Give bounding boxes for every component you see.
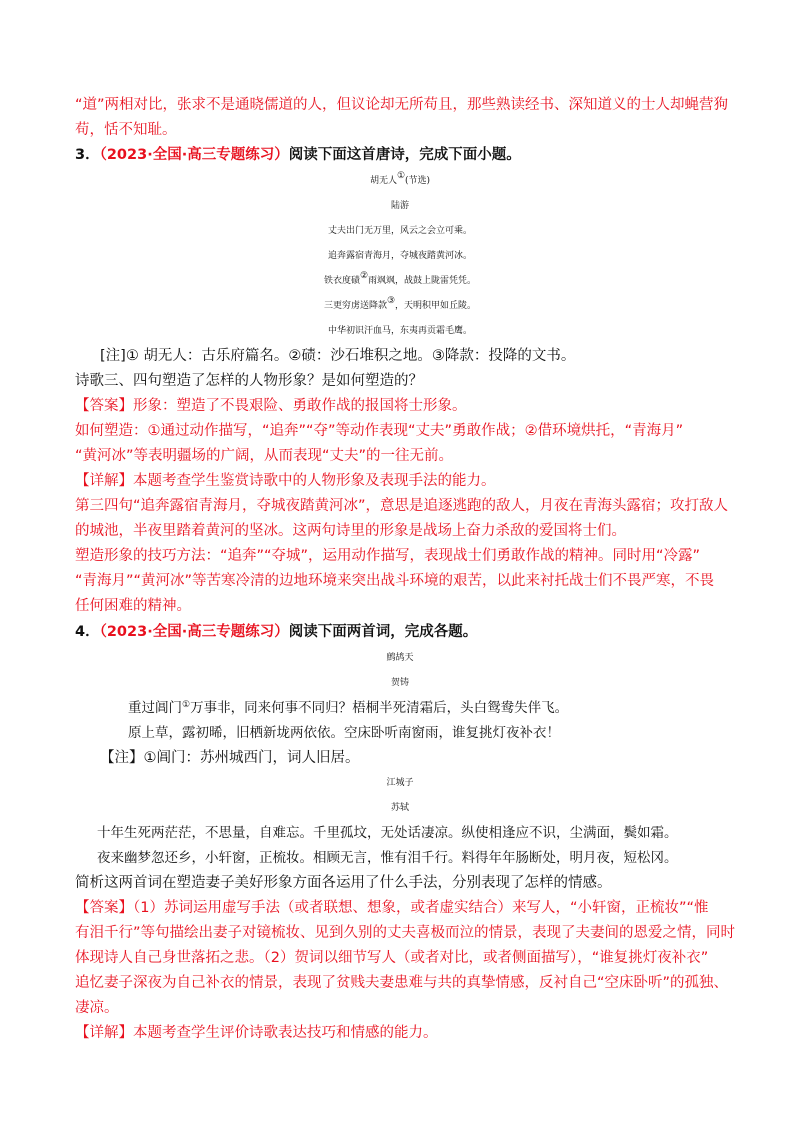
poem-notes: [注]① 胡无人：古乐府篇名。②碛：沙石堆积之地。③降款：投降的文书。: [100, 348, 576, 364]
ci-1-line-1: 重过阊门①万事非，同来何事不同归？梧桐半死清霜后，头白鸳鸯失伴飞。: [128, 700, 569, 716]
detail-line-5: “青海月”“黄河冰”等苦寒冷清的边地环境来突出战斗环境的艰苦，以此来衬托战士们不畏严寒，不畏: [75, 573, 715, 589]
answer-line-2: 有泪千行”等句描绘出妻子对镜梳妆、见到久别的丈夫喜极而泣的情景，表现了夫妻间的恩爱之情，同时: [75, 925, 736, 941]
ci-2-line-2: 夜来幽梦忽还乡，小轩窗，正梳妆。相顾无言，惟有泪千行。料得年年肠断处，明月夜，短松冈。: [97, 850, 678, 866]
carryover-answer-line-2: 苟，恬不知耻。: [75, 122, 177, 138]
detail-line-2: 第三四句“追奔露宿青海月，夺城夜踏黄河冰”，意思是追逐逃跑的敌人，月夜在青海头露宿；攻打敌人: [75, 498, 729, 514]
detail-line-6: 任何困难的精神。: [75, 598, 191, 614]
answer-line-1: 【答案】形象：塑造了不畏艰险、勇敢作战的报国将士形象。: [75, 398, 467, 414]
ci-1-note: 【注】①阊门：苏州城西门，词人旧居。: [100, 750, 360, 766]
question-number: 3．: [75, 147, 100, 163]
question-3-heading: [75, 145, 521, 165]
detail-line-1: 【详解】本题考查学生鉴赏诗歌中的人物形象及表现手法的能力。: [75, 473, 496, 489]
answer-line-5: 凄凉。: [75, 1000, 119, 1016]
ci-2-author: 苏轼: [390, 803, 409, 813]
poem-line-2: 追奔露宿青海月，夺城夜踏黄河冰。: [327, 251, 472, 261]
poem-line-3: 铁衣度碛②雨飒飒，战鼓上陇雷凭凭。: [323, 271, 477, 286]
question-prompt: 阅读下面两首词，完成各题。: [288, 624, 478, 640]
footnote-marker: ①: [182, 700, 191, 710]
carryover-answer-line-1: “道”两相对比，张求不是通晓儒道的人，但议论却无所苟且，那些熟读经书、深知道义的士人却蝇营狗: [75, 97, 729, 113]
answer-line-4: 追忆妻子深夜为自己补衣的情景，表现了贫贱夫妻患难与共的真挚情感，反衬自己“空床卧听”的孤独、: [75, 975, 729, 991]
detail-line-4: 塑造形象的技巧方法：“追奔”“夺城”，运用动作描写，表现战士们勇敢作战的精神。同时用“冷露”: [75, 548, 701, 564]
poem-line-5: 中华初识汗血马，东夷再贡霜毛鹰。: [327, 326, 472, 336]
answer-line-1: 【答案】（1）苏词运用虚写手法（或者联想、想象，或者虚实结合）来写人，“小轩窗，正梳妆”“惟: [75, 900, 709, 916]
ci-2-title: 江城子: [386, 778, 414, 788]
answer-line-2: 如何塑造：①通过动作描写，“追奔”“夺”等动作表现“丈夫”勇敢作战；②借环境烘托，“青海月”: [75, 423, 684, 439]
poem-author: 陆游: [390, 201, 409, 211]
question-4-heading: [75, 622, 477, 642]
ci-1-title: 鹧鸪天: [386, 653, 414, 663]
answer-line-3: 体现诗人自己身世落拓之悲。（2）贺词以细节写人（或者对比，或者侧面描写），“谁复挑灯夜补衣”: [75, 950, 709, 966]
question-4-text: 简析这两首词在塑造妻子美好形象方面各运用了什么手法，分别表现了怎样的情感。: [75, 875, 612, 891]
detail-line-1: 【详解】本题考查学生评价诗歌表达技巧和情感的能力。: [75, 1025, 438, 1041]
footnote-marker: ③: [386, 296, 396, 306]
footnote-marker: ②: [359, 271, 369, 281]
detail-line-3: 的城池，半夜里踏着黄河的坚冰。这两句诗里的形象是战场上奋力杀敌的爱国将士们。: [75, 523, 626, 539]
question-3-text: 诗歌三、四句塑造了怎样的人物形象？是如何塑造的？: [75, 373, 423, 389]
poem-line-4: 三更穷虏送降款③，天明积甲如丘陵。: [323, 296, 477, 311]
ci-1-author: 贺铸: [390, 678, 409, 688]
question-source: （2023·全国·高三专题练习）: [99, 147, 289, 163]
question-prompt: 阅读下面这首唐诗，完成下面小题。: [288, 147, 521, 163]
question-source: （2023·全国·高三专题练习）: [99, 624, 289, 640]
ci-2-line-1: 十年生死两茫茫，不思量，自难忘。千里孤坟，无处话凄凉。纵使相逢应不识，尘满面，鬓如霜。: [97, 825, 678, 841]
poem-title: 胡无人①(节选): [369, 171, 431, 186]
poem-line-1: 丈夫出门无万里，风云之会立可乘。: [327, 226, 472, 236]
question-number: 4．: [75, 624, 100, 640]
ci-1-line-2: 原上草，露初晞，旧栖新垅两依依。空床卧听南窗雨，谁复挑灯夜补衣！: [128, 725, 560, 741]
footnote-marker: ①: [396, 171, 406, 181]
answer-line-3: “黄河冰”等表明疆场的广阔，从而表现“丈夫”的一往无前。: [75, 448, 454, 464]
